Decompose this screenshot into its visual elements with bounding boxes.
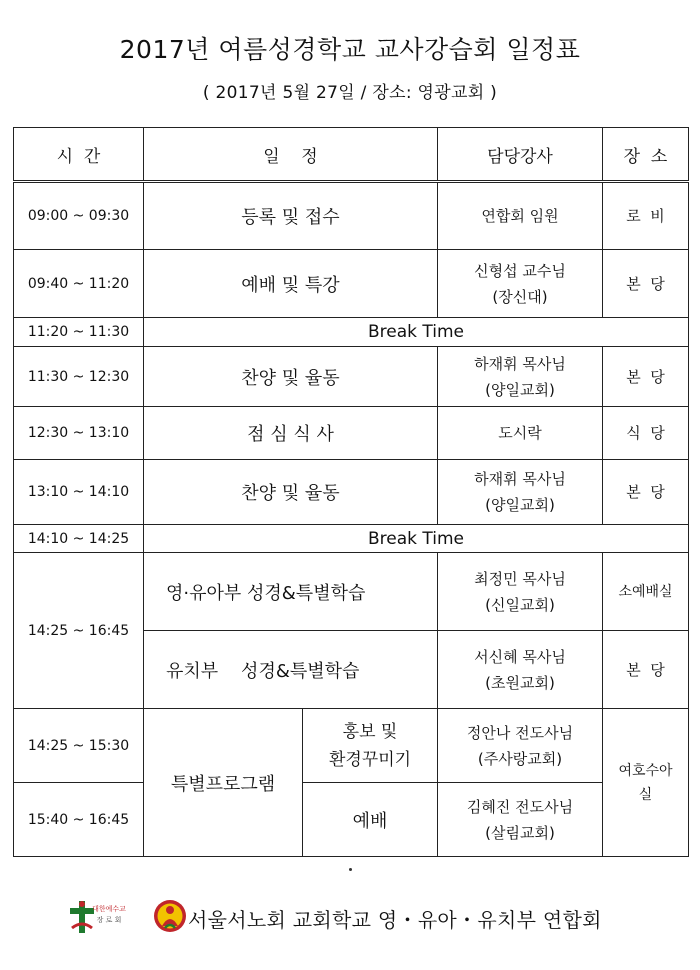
instructor-affiliation: (양일교회) bbox=[485, 380, 555, 399]
table-row bbox=[14, 407, 689, 460]
logo-caption bbox=[92, 904, 126, 926]
break-row bbox=[14, 525, 689, 553]
table-row bbox=[14, 460, 689, 525]
table-row bbox=[14, 709, 689, 783]
schedule-table bbox=[13, 127, 689, 857]
decorative-dot bbox=[349, 868, 352, 871]
instructor-cell bbox=[438, 460, 603, 525]
logo-caption-line: 대한예수교 bbox=[92, 905, 126, 913]
instructor-affiliation: (장신대) bbox=[492, 287, 548, 306]
program-line: 환경꾸미기 bbox=[328, 749, 412, 770]
instructor-cell bbox=[438, 347, 603, 407]
instructor-cell bbox=[438, 553, 603, 631]
instructor-cell bbox=[438, 631, 603, 709]
time-cell: 12:30 ~ 13:10 bbox=[14, 407, 144, 460]
instructor-affiliation: (주사랑교회) bbox=[477, 749, 563, 768]
table-row bbox=[14, 553, 689, 631]
break-time-label: Break Time bbox=[144, 525, 689, 553]
instructor-cell bbox=[438, 709, 603, 783]
table-header-row bbox=[14, 128, 689, 182]
time-cell: 14:25 ~ 16:45 bbox=[14, 553, 144, 709]
time-cell: 11:20 ~ 11:30 bbox=[14, 318, 144, 347]
special-program-cell: 특별프로그램 bbox=[144, 709, 303, 857]
program-cell: 찬양 및 율동 bbox=[144, 460, 438, 525]
table-row bbox=[14, 783, 689, 857]
place-cell bbox=[603, 709, 689, 857]
instructor-name: 서신혜 목사님 bbox=[474, 647, 566, 666]
program-cell: 예배 bbox=[303, 783, 438, 857]
instructor-cell: 연합회 임원 bbox=[438, 182, 603, 250]
time-cell: 15:40 ~ 16:45 bbox=[14, 783, 144, 857]
program-line: 홍보 및 bbox=[342, 721, 398, 742]
page-subtitle: ( 2017년 5월 27일 / 장소: 영광교회 ) bbox=[202, 83, 498, 103]
logo-caption-line: 장 로 회 bbox=[96, 916, 122, 924]
program-cell: 찬양 및 율동 bbox=[144, 347, 438, 407]
table-row bbox=[14, 182, 689, 250]
instructor-cell bbox=[438, 250, 603, 318]
place-line: 실 bbox=[638, 786, 653, 803]
time-cell: 14:10 ~ 14:25 bbox=[14, 525, 144, 553]
program-cell: 예배 및 특강 bbox=[144, 250, 438, 318]
time-cell: 11:30 ~ 12:30 bbox=[14, 347, 144, 407]
break-time-label: Break Time bbox=[144, 318, 689, 347]
program-cell: 유치부 성경&특별학습 bbox=[144, 631, 438, 709]
break-row bbox=[14, 318, 689, 347]
header-instructor: 담당강사 bbox=[438, 128, 603, 182]
instructor-affiliation: (양일교회) bbox=[485, 496, 555, 514]
time-cell: 14:25 ~ 15:30 bbox=[14, 709, 144, 783]
place-cell: 본 당 bbox=[603, 250, 689, 318]
program-cell: 점 심 식 사 bbox=[144, 407, 438, 460]
place-cell: 로 비 bbox=[603, 182, 689, 250]
instructor-cell bbox=[438, 783, 603, 857]
footer-organization: 서울서노회 교회학교 영・유아・유치부 연합회 bbox=[188, 908, 602, 932]
instructor-name: 하재휘 목사님 bbox=[474, 470, 566, 488]
instructor-affiliation: (신일교회) bbox=[485, 595, 555, 614]
instructor-name: 정안나 전도사님 bbox=[466, 723, 574, 742]
table-row bbox=[14, 347, 689, 407]
place-line: 여호수아 bbox=[618, 762, 673, 779]
place-cell: 본 당 bbox=[603, 347, 689, 407]
instructor-name: 신형섭 교수님 bbox=[474, 261, 566, 280]
program-cell bbox=[303, 709, 438, 783]
instructor-name: 최정민 목사님 bbox=[474, 569, 566, 588]
instructor-affiliation: (살림교회) bbox=[485, 823, 555, 842]
header-time: 시 간 bbox=[14, 128, 144, 182]
instructor-cell: 도시락 bbox=[438, 407, 603, 460]
instructor-name: 김혜진 전도사님 bbox=[466, 797, 574, 816]
place-cell: 식 당 bbox=[603, 407, 689, 460]
instructor-affiliation: (초원교회) bbox=[485, 673, 555, 692]
time-cell: 13:10 ~ 14:10 bbox=[14, 460, 144, 525]
header-program: 일 정 bbox=[144, 128, 438, 182]
place-cell: 본 당 bbox=[603, 460, 689, 525]
instructor-name: 하재휘 목사님 bbox=[474, 354, 566, 373]
program-cell: 등록 및 접수 bbox=[144, 182, 438, 250]
union-emblem-logo-icon bbox=[152, 898, 188, 934]
header-place: 장 소 bbox=[603, 128, 689, 182]
place-cell: 소예배실 bbox=[603, 553, 689, 631]
footer bbox=[0, 896, 700, 944]
time-cell: 09:00 ~ 09:30 bbox=[14, 182, 144, 250]
place-cell: 본 당 bbox=[603, 631, 689, 709]
program-cell: 영·유아부 성경&특별학습 bbox=[144, 553, 438, 631]
table-row bbox=[14, 250, 689, 318]
page-title: 2017년 여름성경학교 교사강습회 일정표 bbox=[119, 35, 581, 64]
time-cell: 09:40 ~ 11:20 bbox=[14, 250, 144, 318]
